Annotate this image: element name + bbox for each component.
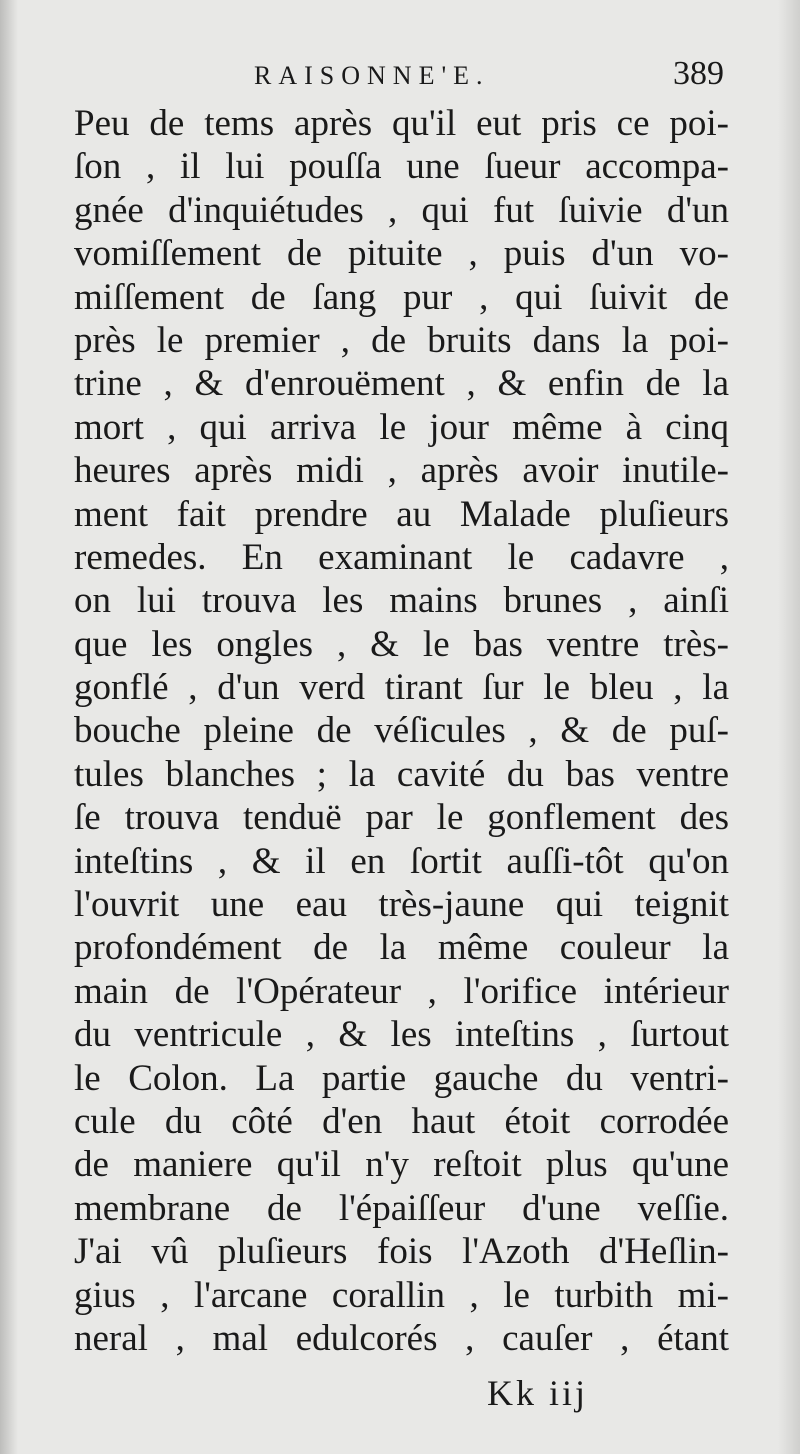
text-line: cule du côté d'en haut étoit corrodée xyxy=(74,1100,729,1142)
text-line: ſon , il lui pouſſa une ſueur accompa- xyxy=(74,146,729,188)
text-line: le Colon. La partie gauche du ventri- xyxy=(74,1057,729,1099)
text-line: profondément de la même couleur la xyxy=(74,927,729,969)
text-line: heures après midi , après avoir inutile- xyxy=(74,450,729,492)
page-edge-shadow xyxy=(778,0,800,1454)
text-line: Peu de tems après qu'il eut pris ce poi- xyxy=(74,103,729,144)
text-line: près le premier , de bruits dans la poi- xyxy=(74,319,729,361)
text-line: ſe trouva tenduë par le gonflement des xyxy=(74,797,729,839)
text-line: du ventricule , & les inteſtins , ſurtout xyxy=(74,1014,729,1056)
running-title: RAISONNE'E. xyxy=(254,61,490,90)
text-line: de maniere qu'il n'y reſtoit plus qu'une xyxy=(74,1144,729,1186)
text-line: membrane de l'épaiſſeur d'une veſſie. xyxy=(74,1187,729,1229)
text-line: que les ongles , & le bas ventre très- xyxy=(74,623,729,665)
text-line: tules blanches ; la cavité du bas ventre xyxy=(74,753,729,795)
running-head xyxy=(74,55,724,95)
text-line: main de l'Opérateur , l'orifice intérieur xyxy=(74,970,729,1012)
text-line: trine , & d'enrouëment , & enfin de la xyxy=(74,363,729,405)
text-line: J'ai vû pluſieurs fois l'Azoth d'Heſlin- xyxy=(74,1231,729,1273)
page-number: 389 xyxy=(673,55,724,92)
text-line: gnée d'inquiétudes , qui fut ſuivie d'un xyxy=(74,189,729,231)
page-gutter-shadow xyxy=(0,0,18,1454)
text-line: bouche pleine de véſicules , & de puſ- xyxy=(74,710,729,752)
text-line: inteſtins , & il en ſortit auſſi-tôt qu'on xyxy=(74,840,729,882)
text-line: remedes. En examinant le cadavre , xyxy=(74,536,729,578)
text-line: miſſement de ſang pur , qui ſuivit de xyxy=(74,276,729,318)
text-line: mort , qui arriva le jour même à cinq xyxy=(74,406,729,448)
text-line: vomiſſement de pituite , puis d'un vo- xyxy=(74,233,729,275)
text-line: l'ouvrit une eau très-jaune qui teignit xyxy=(74,884,729,926)
text-line: neral , mal edulcorés , cauſer , étant xyxy=(74,1317,729,1359)
signature-mark: Kk iij xyxy=(487,1373,589,1413)
text-line: on lui trouva les mains brunes , ainſi xyxy=(74,580,729,622)
text-line: ment fait prendre au Malade pluſieurs xyxy=(74,493,729,535)
text-line: gonflé , d'un verd tirant ſur le bleu , la xyxy=(74,667,729,709)
body-text xyxy=(74,102,729,1360)
text-line: gius , l'arcane corallin , le turbith mi- xyxy=(74,1274,729,1316)
